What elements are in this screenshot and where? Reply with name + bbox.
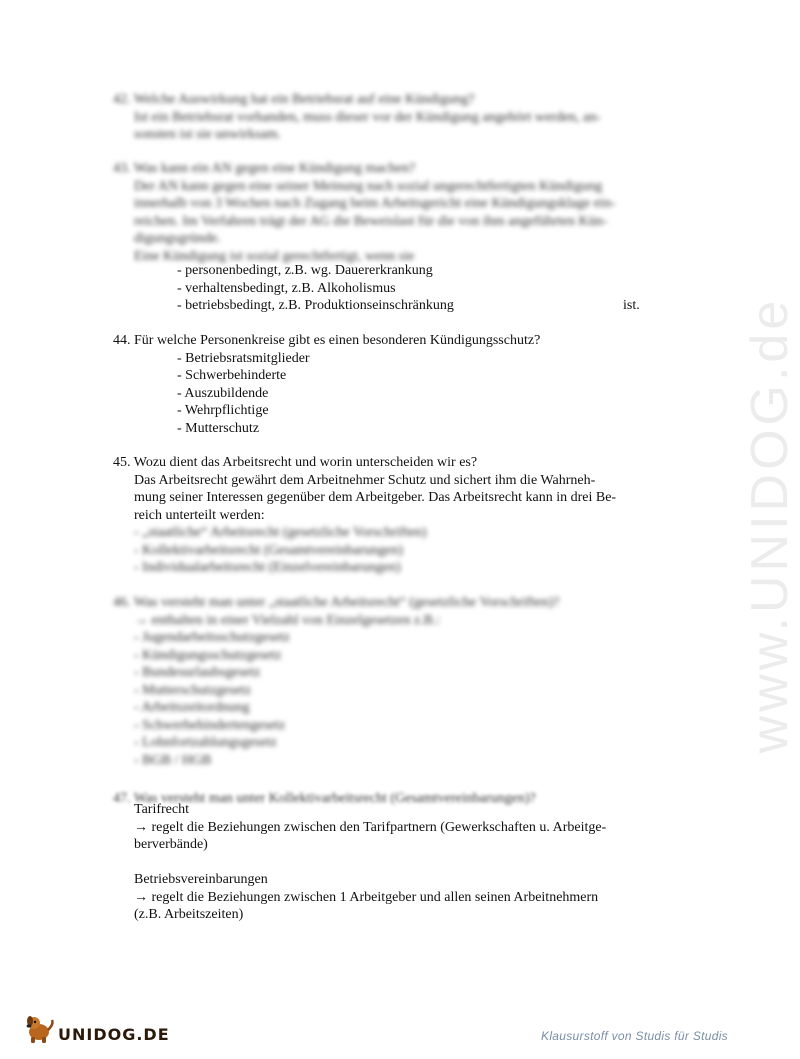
list-item: - Jugendarbeitsschutzgesetz xyxy=(134,630,290,645)
question-47 xyxy=(113,801,653,924)
answer-line: sonsten ist sie unwirksam. xyxy=(134,127,281,142)
answer-line: berverbände) xyxy=(134,837,208,852)
list-item: - Auszubildende xyxy=(177,385,269,401)
answer-line: (z.B. Arbeitszeiten) xyxy=(134,907,244,922)
list-item: - „staatliche“ Arbeitsrecht (gesetzliche Vorschriften) xyxy=(134,525,427,540)
question-43 xyxy=(113,160,653,265)
list-item: - Arbeitszeitordnung xyxy=(134,700,250,715)
list-item: - Mutterschutz xyxy=(177,420,260,436)
list-item: - Lohnfortzahlungsgesetz xyxy=(134,735,277,750)
question-title: 45. Wozu dient das Arbeitsrecht und worin unterscheiden wir es? xyxy=(113,455,478,470)
list-item: - BGB / HGB xyxy=(134,752,212,768)
list-item: - Betriebsratsmitglieder xyxy=(177,350,310,366)
question-title: 47. Was versteht man unter Kollektivarbeitsrecht (Gesamtvereinbarungen)? xyxy=(113,791,536,806)
list-item: - Individualarbeitsrecht (Einzelvereinbarungen) xyxy=(134,560,401,575)
question-45 xyxy=(113,454,653,524)
answer-line: Das Arbeitsrecht gewährt dem Arbeitnehmer Schutz und sichert ihm die Wahrneh- xyxy=(134,472,596,488)
section-heading: Tarifrecht xyxy=(134,802,189,817)
question-title: 46. Was versteht man unter „staatliche Arbeitsrecht“ (gesetzliche Vorschriften)? xyxy=(113,595,560,610)
list-item: - Schwerbehinderte xyxy=(177,368,287,383)
question-44 xyxy=(113,332,653,437)
answer-line: digungsgründe. xyxy=(134,231,221,246)
answer-line: reich unterteilt werden: xyxy=(134,507,265,523)
list-item: - personenbedingt, z.B. wg. Dauererkrankung xyxy=(177,263,433,278)
list-item: - betriebsbedingt, z.B. Produktionseinschränkung xyxy=(177,298,454,313)
footer-tagline: Klausurstoff von Studis für Studis xyxy=(541,1029,728,1043)
answer-line: Der AN kann gegen eine seiner Meinung nach sozial ungerechtfertigten Kündigung xyxy=(134,178,603,194)
list-item: - Mutterschutzgesetz xyxy=(134,682,252,698)
question-title: 43. Was kann ein AN gegen eine Kündigung machen? xyxy=(113,161,416,176)
question-46 xyxy=(113,594,653,769)
question-45-blurred-list xyxy=(113,524,653,577)
list-item: - verhaltensbedingt, z.B. Alkoholismus xyxy=(177,280,396,296)
section-heading: Betriebsvereinbarungen xyxy=(134,872,268,887)
answer-line: → regelt die Beziehungen zwischen den Tarifpartnern (Gewerkschaften u. Arbeitge- xyxy=(134,819,607,835)
list-item: - Bundesurlaubsgesetz xyxy=(134,665,261,680)
unidog-logo[interactable] xyxy=(22,1012,170,1046)
logo-text: UNIDOG.DE xyxy=(58,1025,170,1044)
list-item: - Schwerbehindertengesetz xyxy=(134,717,286,733)
question-42 xyxy=(113,91,653,144)
answer-line: reichen. Im Verfahren trägt der AG die Beweislast für die von ihm angeführten Kün- xyxy=(134,213,608,229)
answer-line: → enthalten in einer Vielzahl von Einzelgesetzen z.B.: xyxy=(134,612,441,628)
answer-line: → regelt die Beziehungen zwischen 1 Arbeitgeber und allen seinen Arbeitnehmern xyxy=(134,889,599,905)
dog-icon xyxy=(22,1012,56,1046)
question-43-bullets xyxy=(113,262,653,315)
answer-line: Eine Kündigung ist sozial gerechtfertigt, wenn sie xyxy=(134,248,415,264)
answer-line: Ist ein Betriebsrat vorhanden, muss dieser vor der Kündigung angehört werden, an- xyxy=(134,109,601,125)
answer-line: mung seiner Interessen gegenüber dem Arbeitgeber. Das Arbeitsrecht kann in drei Be- xyxy=(134,490,617,505)
list-item: - Wehrpflichtige xyxy=(177,403,269,418)
list-item: - Kollektivarbeitsrecht (Gesamtvereinbarungen) xyxy=(134,542,404,558)
list-item: - Kündigungsschutzgesetz xyxy=(134,647,282,663)
question-title: 42. Welche Auswirkung hat ein Betriebsrat auf eine Kündigung? xyxy=(113,92,475,107)
question-title: 44. Für welche Personenkreise gibt es einen besonderen Kündigungsschutz? xyxy=(113,333,541,348)
sentence-end: ist. xyxy=(623,298,640,313)
answer-line: innerhalb von 3 Wochen nach Zugang beim Arbeitsgericht eine Kündigungsklage ein- xyxy=(134,196,616,211)
watermark: www.UNIDOG.de xyxy=(741,296,799,754)
